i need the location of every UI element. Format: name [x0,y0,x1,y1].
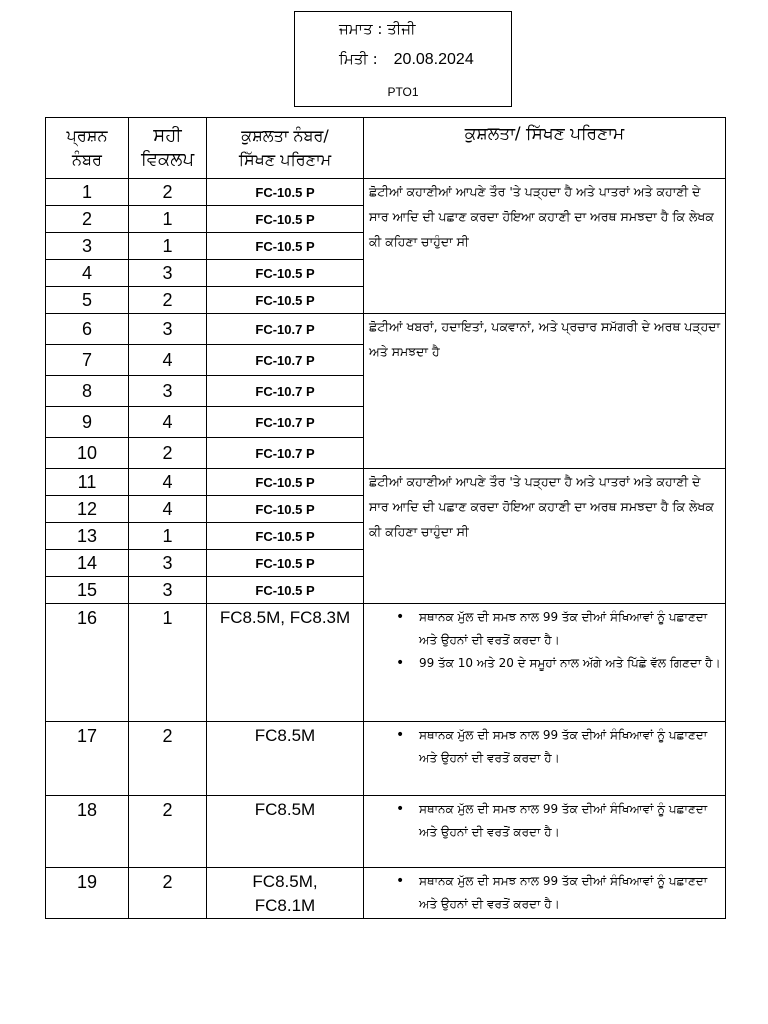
outcome-bullet: • ਸਥਾਨਕ ਮੁੱਲ ਦੀ ਸਮਝ ਨਾਲ 99 ਤੱਕ ਦੀਆਂ ਸੰਖਿਆਵਾਂ ਨੂੰ ਪਛਾਣਦਾ ਅਤੇ ਉਹਨਾਂ ਦੀ ਵਰਤੋਂ ਕਰਦਾ ਹੈ। [392,798,721,844]
table-row [46,604,726,722]
skill-code: FC-10.7 P [207,438,364,469]
class-label: ਜਮਾਤ : ਤੀਜੀ [339,20,416,38]
correct-option: 4 [129,496,207,523]
outcome-bullet: • ਸਥਾਨਕ ਮੁੱਲ ਦੀ ਸਮਝ ਨਾਲ 99 ਤੱਕ ਦੀਆਂ ਸੰਖਿਆਵਾਂ ਨੂੰ ਪਛਾਣਦਾ ਅਤੇ ਉਹਨਾਂ ਦੀ ਵਰਤੋਂ ਕਰਦਾ ਹੈ। [392,606,721,652]
skill-code: FC8.5M, FC8.3M [207,604,364,722]
header-learning-outcome: ਕੁਸ਼ਲਤਾ/ ਸਿੱਖਣ ਪਰਿਣਾਮ [364,118,726,179]
question-number: 13 [46,523,129,550]
question-number: 16 [46,604,129,722]
header-skill-number: ਕੁਸ਼ਲਤਾ ਨੰਬਰ/ ਸਿੱਖਣ ਪਰਿਣਾਮ [207,118,364,179]
question-number: 14 [46,550,129,577]
correct-option: 1 [129,523,207,550]
header-correct-option: ਸਹੀ ਵਿਕਲਪ [129,118,207,179]
table-header-row [46,118,726,179]
correct-option: 2 [129,722,207,796]
table-row [46,868,726,919]
table-row [46,179,726,206]
correct-option: 4 [129,407,207,438]
skill-code: FC-10.7 P [207,407,364,438]
table-row [46,314,726,345]
correct-option: 4 [129,345,207,376]
question-number: 8 [46,376,129,407]
correct-option: 3 [129,260,207,287]
skill-code: FC8.5M [207,722,364,796]
question-number: 18 [46,796,129,868]
learning-outcome [364,796,726,868]
correct-option: 3 [129,577,207,604]
skill-code: FC-10.7 P [207,314,364,345]
question-number: 19 [46,868,129,919]
table-row [46,722,726,796]
correct-option: 3 [129,376,207,407]
question-number: 2 [46,206,129,233]
question-number: 10 [46,438,129,469]
correct-option: 3 [129,550,207,577]
learning-outcome [364,722,726,796]
question-number: 17 [46,722,129,796]
date-value: 20.08.2024 [393,51,474,68]
question-number: 15 [46,577,129,604]
correct-option: 2 [129,438,207,469]
correct-option: 1 [129,604,207,722]
table-row [46,796,726,868]
question-number: 1 [46,179,129,206]
skill-code: FC-10.5 P [207,260,364,287]
learning-outcome: ਛੋਟੀਆਂ ਖਬਰਾਂ, ਹਦਾਇਤਾਂ, ਪਕਵਾਨਾਂ, ਅਤੇ ਪ੍ਰਚਾਰ ਸਮੱਗਰੀ ਦੇ ਅਰਥ ਪੜ੍ਹਦਾ ਅਤੇ ਸਮਝਦਾ ਹੈ [364,314,726,469]
learning-outcome: ਛੋਟੀਆਂ ਕਹਾਣੀਆਂ ਆਪਣੇ ਤੌਰ 'ਤੇ ਪੜ੍ਹਦਾ ਹੈ ਅਤੇ ਪਾਤਰਾਂ ਅਤੇ ਕਹਾਣੀ ਦੇ ਸਾਰ ਆਦਿ ਦੀ ਪਛਾਣ ਕਰਦਾ ਹੋਇਆ ਕਹਾਣੀ ਦਾ ਅਰਥ ਸਮਝਦਾ ਹੈ ਕਿ ਲੇਖਕ ਕੀ ਕਹਿਣਾ ਚਾਹੁੰਦਾ ਸੀ [364,179,726,314]
question-number: 3 [46,233,129,260]
outcome-bullet: • 99 ਤੱਕ 10 ਅਤੇ 20 ਦੇ ਸਮੂਹਾਂ ਨਾਲ ਅੱਗੇ ਅਤੇ ਪਿੱਛੇ ਵੱਲ ਗਿਣਦਾ ਹੈ। [392,652,721,675]
correct-option: 4 [129,469,207,496]
skill-code: FC-10.5 P [207,523,364,550]
skill-code: FC-10.7 P [207,345,364,376]
page-code: PTO1 [387,85,419,99]
correct-option: 2 [129,868,207,919]
skill-code: FC-10.5 P [207,550,364,577]
skill-code: FC8.5M [207,796,364,868]
question-number: 4 [46,260,129,287]
class-date-box [294,11,512,107]
skill-code: FC8.5M, FC8.1M [207,868,364,919]
correct-option: 2 [129,179,207,206]
header-question-number: ਪ੍ਰਸ਼ਨ ਨੰਬਰ [46,118,129,179]
question-number: 9 [46,407,129,438]
skill-code: FC-10.5 P [207,179,364,206]
question-number: 6 [46,314,129,345]
question-number: 5 [46,287,129,314]
answer-key-table [45,117,726,919]
skill-code: FC-10.5 P [207,469,364,496]
outcome-bullet: • ਸਥਾਨਕ ਮੁੱਲ ਦੀ ਸਮਝ ਨਾਲ 99 ਤੱਕ ਦੀਆਂ ਸੰਖਿਆਵਾਂ ਨੂੰ ਪਛਾਣਦਾ ਅਤੇ ਉਹਨਾਂ ਦੀ ਵਰਤੋਂ ਕਰਦਾ ਹੈ। [392,870,721,916]
correct-option: 3 [129,314,207,345]
skill-code: FC-10.5 P [207,233,364,260]
correct-option: 1 [129,233,207,260]
skill-code: FC-10.5 P [207,496,364,523]
learning-outcome [364,604,726,722]
question-number: 7 [46,345,129,376]
date-label: ਮਿਤੀ : [339,50,378,68]
learning-outcome [364,868,726,919]
outcome-bullet: • ਸਥਾਨਕ ਮੁੱਲ ਦੀ ਸਮਝ ਨਾਲ 99 ਤੱਕ ਦੀਆਂ ਸੰਖਿਆਵਾਂ ਨੂੰ ਪਛਾਣਦਾ ਅਤੇ ਉਹਨਾਂ ਦੀ ਵਰਤੋਂ ਕਰਦਾ ਹੈ। [392,724,721,770]
skill-code: FC-10.7 P [207,376,364,407]
learning-outcome: ਛੋਟੀਆਂ ਕਹਾਣੀਆਂ ਆਪਣੇ ਤੌਰ 'ਤੇ ਪੜ੍ਹਦਾ ਹੈ ਅਤੇ ਪਾਤਰਾਂ ਅਤੇ ਕਹਾਣੀ ਦੇ ਸਾਰ ਆਦਿ ਦੀ ਪਛਾਣ ਕਰਦਾ ਹੋਇਆ ਕਹਾਣੀ ਦਾ ਅਰਥ ਸਮਝਦਾ ਹੈ ਕਿ ਲੇਖਕ ਕੀ ਕਹਿਣਾ ਚਾਹੁੰਦਾ ਸੀ [364,469,726,604]
date-line [339,50,474,69]
question-number: 12 [46,496,129,523]
skill-code: FC-10.5 P [207,287,364,314]
skill-code: FC-10.5 P [207,577,364,604]
skill-code: FC-10.5 P [207,206,364,233]
correct-option: 1 [129,206,207,233]
correct-option: 2 [129,796,207,868]
question-number: 11 [46,469,129,496]
table-row [46,469,726,496]
correct-option: 2 [129,287,207,314]
